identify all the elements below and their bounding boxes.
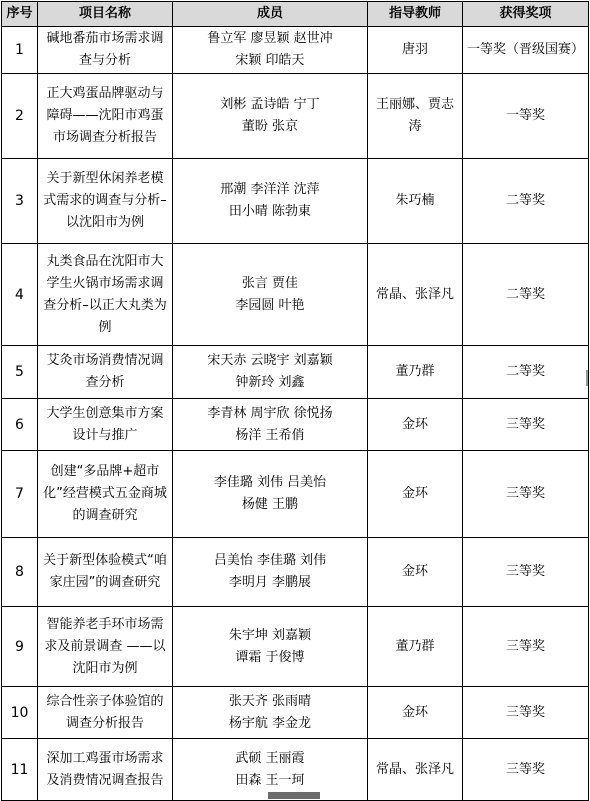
cell-award: 三等奖 (463, 399, 589, 451)
table-row (2, 451, 589, 538)
table-header-row (2, 2, 589, 27)
cell-members: 李青林 周宇欣 徐悦扬 杨洋 王希俏 (173, 399, 368, 451)
cell-seq: 3 (2, 159, 38, 244)
cell-teacher: 朱巧楠 (368, 159, 463, 244)
cell-project-name: 艾灸市场消费情况调查分析 (38, 346, 173, 399)
cell-award: 一等奖 (463, 74, 589, 159)
table-body (2, 27, 589, 801)
table-row (2, 159, 589, 244)
cell-members: 武硕 王丽霞 田森 王一珂 (173, 739, 368, 801)
cell-members: 鲁立军 廖昱颖 赵世冲 宋颖 印皓天 (173, 27, 368, 74)
cell-project-name: 碱地番茄市场需求调查与分析 (38, 27, 173, 74)
cell-award: 二等奖 (463, 244, 589, 346)
header-seq: 序号 (2, 2, 38, 27)
cell-award: 二等奖 (463, 346, 589, 399)
header-members: 成员 (173, 2, 368, 27)
cell-teacher: 董乃群 (368, 607, 463, 687)
cell-seq: 2 (2, 74, 38, 159)
cell-teacher: 金环 (368, 399, 463, 451)
cell-members: 宋天赤 云晓宇 刘嘉颖 钟新玲 刘鑫 (173, 346, 368, 399)
cell-seq: 6 (2, 399, 38, 451)
table-row (2, 74, 589, 159)
scrollbar-thumb[interactable] (268, 792, 320, 799)
cell-teacher: 常晶、张泽凡 (368, 244, 463, 346)
cell-seq: 10 (2, 687, 38, 739)
cell-members: 李佳璐 刘伟 吕美怡 杨健 王鹏 (173, 451, 368, 538)
cell-teacher: 唐羽 (368, 27, 463, 74)
cell-seq: 7 (2, 451, 38, 538)
cell-teacher: 金环 (368, 687, 463, 739)
header-project-name: 项目名称 (38, 2, 173, 27)
cell-award: 三等奖 (463, 687, 589, 739)
cell-teacher: 金环 (368, 538, 463, 607)
cell-project-name: 大学生创意集市方案设计与推广 (38, 399, 173, 451)
cell-seq: 9 (2, 607, 38, 687)
cell-award: 三等奖 (463, 451, 589, 538)
table-row (2, 538, 589, 607)
cell-project-name: 正大鸡蛋品牌驱动与障碍——沈阳市鸡蛋市场调查分析报告 (38, 74, 173, 159)
cell-award: 一等奖（晋级国赛） (463, 27, 589, 74)
cell-project-name: 创建“多品牌+超市化”经营模式五金商城的调查研究 (38, 451, 173, 538)
scrollbar-marker[interactable] (586, 370, 588, 386)
cell-award: 三等奖 (463, 607, 589, 687)
cell-members: 朱宇坤 刘嘉颖 谭霜 于俊博 (173, 607, 368, 687)
cell-members: 邢潮 李洋洋 沈萍 田小晴 陈勃東 (173, 159, 368, 244)
cell-seq: 1 (2, 27, 38, 74)
cell-award: 三等奖 (463, 538, 589, 607)
cell-award: 二等奖 (463, 159, 589, 244)
cell-seq: 4 (2, 244, 38, 346)
cell-project-name: 智能养老手环市场需求及前景调查 ——以沈阳市为例 (38, 607, 173, 687)
table-row (2, 687, 589, 739)
table-row (2, 346, 589, 399)
cell-members: 张天齐 张雨晴 杨宇航 李金龙 (173, 687, 368, 739)
cell-project-name: 关于新型体验模式“咱家庄园”的调查研究 (38, 538, 173, 607)
cell-project-name: 深加工鸡蛋市场需求及消费情况调查报告 (38, 739, 173, 801)
cell-seq: 8 (2, 538, 38, 607)
header-teacher: 指导教师 (368, 2, 463, 27)
cell-project-name: 丸类食品在沈阳市大学生火锅市场需求调查分析–以正大丸类为例 (38, 244, 173, 346)
table-row (2, 27, 589, 74)
cell-project-name: 关于新型休闲养老模式需求的调查与分析–以沈阳市为例 (38, 159, 173, 244)
cell-members: 刘彬 孟诗皓 宁丁 董盼 张京 (173, 74, 368, 159)
cell-teacher: 金环 (368, 451, 463, 538)
header-award: 获得奖项 (463, 2, 589, 27)
cell-members: 张言 贾佳 李园圆 叶艳 (173, 244, 368, 346)
cell-project-name: 综合性亲子体验馆的调查分析报告 (38, 687, 173, 739)
cell-seq: 11 (2, 739, 38, 801)
cell-teacher: 董乃群 (368, 346, 463, 399)
table-row (2, 607, 589, 687)
cell-teacher: 王丽娜、贾志涛 (368, 74, 463, 159)
cell-members: 吕美怡 李佳璐 刘伟 李明月 李鹏展 (173, 538, 368, 607)
awards-table (1, 1, 589, 801)
cell-seq: 5 (2, 346, 38, 399)
table-row (2, 399, 589, 451)
cell-award: 三等奖 (463, 739, 589, 801)
cell-teacher: 常晶、张泽凡 (368, 739, 463, 801)
table-row (2, 244, 589, 346)
